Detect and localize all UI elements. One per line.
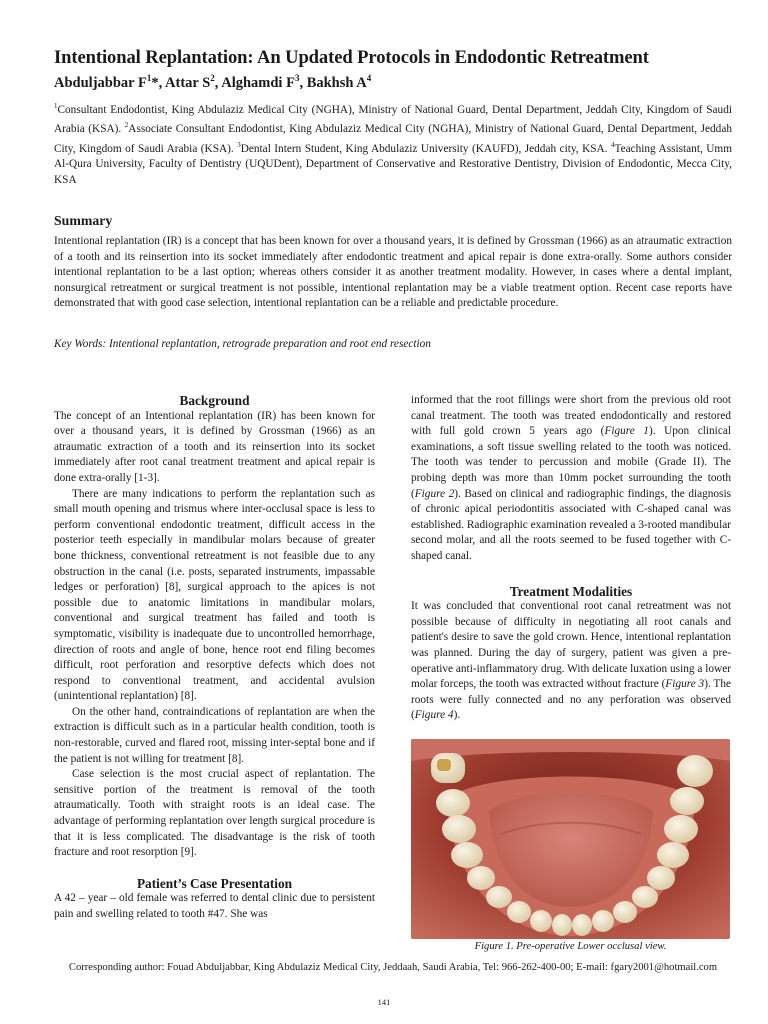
author-name: Attar $S^2$ (165, 73, 215, 91)
affiliations (54, 99, 732, 188)
affiliation-marker: 4 (610, 140, 615, 149)
affiliation-marker: 1 (54, 102, 58, 110)
author-name: Alghamdi $F^3$ (221, 73, 300, 91)
author-name: Abduljabbar $F^1*$ (54, 73, 159, 91)
author-affiliation-marker: 4 (366, 73, 372, 83)
left-column (54, 393, 375, 923)
figure-1-photo (411, 739, 730, 939)
background-paragraph-4: Case selection is the most crucial aspect of replantation. The sensitive portion of the treatment is removal of the tooth atraumatically. Tooth with straight roots is an ideal case. The advantage of performing replantation over length surgical procedure is that it is less complicated. The disadvantage is the risk of tooth fracture and root resorption [9]. (54, 768, 375, 859)
case-continued-paragraph: informed that the root fillings were short from the previous old root canal treatment. The tooth was treated endodontically and restored with full gold crown 5 years ago (Figure 1). Upon clinical examinations, a soft tissue swelling related to the tooth was noticed. The tooth was tender to percussion and mobile (Grade II). The probing depth was more than 10mm pocket surrounding the tooth (Figure 2). Based on clinical and radiographic findings, the diagnosis of chronic apical periodontitis associated with C-shaped canal was established. Radiographic examination revealed a 3-rooted mandibular second molar, and all the roots seemed to be fused together with C-shaped canal. (411, 394, 731, 562)
affiliation-text: Dental Intern Student, King Abdulaziz University (KAUFD), Jeddah city, KSA. (240, 142, 611, 155)
affiliation-text: Teaching Assistant, Umm Al-Qura University, Faculty of Dentistry (UQUDent), Department of Conservative and Restorative Dentistry, Division of Endodontic, Mecca City, KSA (54, 142, 732, 186)
affiliation-text: Consultant Endodontist, King Abdulaziz Medical City (NGHA), Ministry of National Guard, Dental Department, Jeddah City, Kingdom of Saudi Arabia (KSA). (54, 103, 732, 136)
figure-1-caption: Figure 1. Pre-operative Lower occlusal view. (474, 941, 667, 952)
affiliation-marker: 3 (237, 140, 241, 149)
author-list: Abduljabbar $F^1*$, Attar $S^2$, Alghamdi $F^3$, Bakhsh $A^4$ (54, 73, 372, 91)
background-heading: Background (179, 393, 250, 408)
figure-reference: Figure 1 (604, 425, 649, 438)
case-heading: Patient’s Case Presentation (136, 875, 293, 891)
summary-heading: Summary (54, 213, 113, 228)
keywords: Key Words: Intentional replantation, retrograde preparation and root end resection (54, 338, 431, 350)
treatment-paragraph: It was concluded that conventional root canal retreatment was not possible because of difficulty in negotiating all root canals and patient's desire to save the gold crown. Hence, intentional replantation was planned. During the day of surgery, patient was given a pre-operative anti-inflammatory drug. With delicate luxation using a lower molar forceps, the tooth was extracted without fracture (Figure 3). The roots were fully connected and no any perforation was observed (Figure 4). (411, 600, 731, 722)
affiliation-text: Associate Consultant Endodontist, King Abdulaziz Medical City (NGHA), Ministry of National Guard, Dental Department, Jeddah City, Kingdom of Saudi Arabia (KSA). (54, 123, 732, 155)
author-name: Bakhsh $A^4$ (306, 73, 372, 91)
article-title: Intentional Replantation: An Updated Protocols in Endodontic Retreatment (54, 47, 649, 68)
background-paragraph-3: On the other hand, contraindications of replantation are when the extraction is difficult such as in a particular health condition, tooth is non-restorable, curved and flared root, missing inter-septal bone and if the patient is not willing for treatment [8]. (54, 705, 375, 765)
case-paragraph: A 42 – year – old female was referred to dental clinic due to persistent pain and swelling related to tooth #47. She was (54, 892, 375, 920)
right-column (411, 393, 731, 724)
summary-text: Intentional replantation (IR) is a concept that has been known for over a thousand years, it is defined by Grossman (1966) as an atraumatic extraction of a tooth and its reinsertion into its socket immediately after endodontic treatment and apical repair is done extra-orally. Some authors consider intentional replantation to be a last option; whereas others consider it as another treatment modality. However, in cases where a dental implant, nonsurgical retreatment or surgical treatment is not possible, intentional replantation may be a viable treatment option. Recent case reports have demonstrated that with good case selection, intentional replantation can be a reliable and predictable procedure. (54, 235, 732, 310)
author-affiliation-marker: 1 (146, 73, 152, 83)
author-affiliation-marker: 2 (210, 73, 215, 83)
affiliation-marker: 2 (124, 121, 129, 130)
figure-reference: Figure 2 (414, 487, 455, 500)
author-affiliation-marker: 3 (294, 73, 300, 83)
corresponding-author-footer: Corresponding author: Fouad Abduljabbar, King Abdulaziz Medical City, Jeddaah, Saudi Arabia, Tel: 966-262-400-00; E-mail: fgary2001@hotmail.com (68, 962, 718, 973)
figure-reference: Figure 4 (414, 709, 454, 722)
treatment-heading: Treatment Modalities (509, 583, 633, 599)
dental-arch-illustration (411, 739, 730, 939)
figure-reference: Figure 3 (665, 678, 705, 691)
background-paragraph-1: The concept of an Intentional replantation (IR) has been known for over a thousand years, it is defined by Grossman (1966) as an atraumatic extraction of a tooth and its reinsertion into its socket immediately after root canal treatment treatment and apical repair is done extra-orally [1-3]. (54, 409, 375, 484)
background-paragraph-2: There are many indications to perform the replantation such as small mouth opening and trismus where inter-occlusal space is less to perform conventional endodontic treatment, difficult access in the posterior teeth especially in mandibular molars because of greater bone thickness, conventional retreatment is not feasible due to any obstruction in the canal (i.e. posts, separated instruments, impassable ledges or perforation) [8], surgical approach to the apices is not possible due to anatomic limitations in mandibular molars, conventional and surgical treatment has failed and tooth is symptomatic, visibility is inadequate due to uncontrolled hemorrhage, direction of roots and angle of bone, hence root end filing becomes difficult, root perforation and resorptive defects which does not respond to conventional treatment, and accidental avulsion (unintentional replantation) [8]. (54, 487, 375, 703)
upper-left-tooth (431, 753, 465, 783)
page-number: 141 (377, 997, 391, 1007)
